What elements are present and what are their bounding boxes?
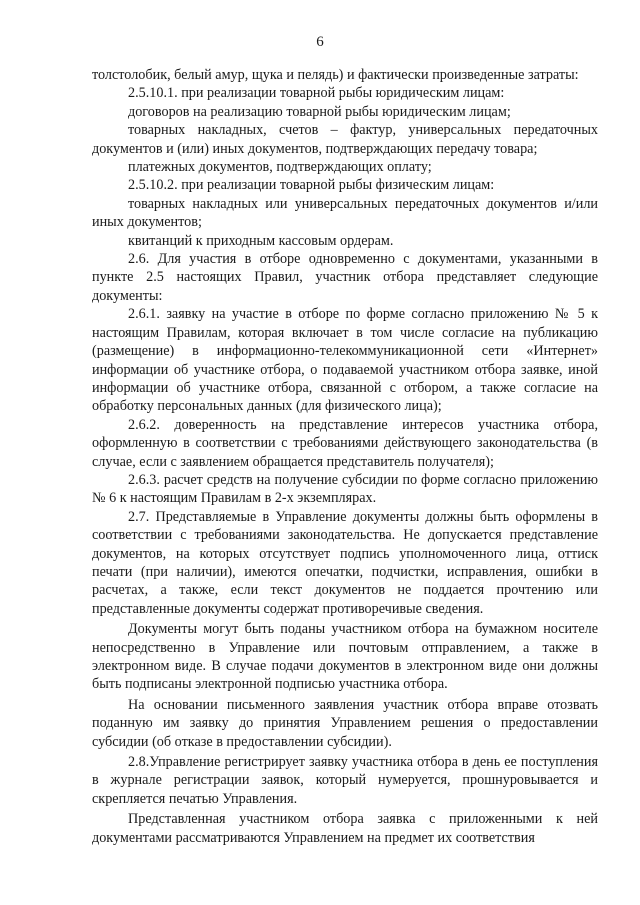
page-number: 6 — [316, 34, 324, 50]
document-body — [92, 66, 598, 847]
paragraph: Представленная участником отбора заявка с приложенными к ней документами рассматриваются Управлением на предмет их соответствия — [92, 811, 598, 846]
paragraph: 2.8.Управление регистрирует заявку участника отбора в день ее поступления в журнале регистрации заявок, который нумеруется, прошнуровывается и скрепляется печатью Управления. — [92, 754, 598, 807]
paragraph: квитанций к приходным кассовым ордерам. — [128, 232, 394, 249]
paragraph: 2.6. Для участия в отборе одновременно с документами, указанными в пункте 2.5 настоящих Правил, участник отбора представляет следующие документы: — [92, 251, 598, 304]
paragraph: 2.6.2. доверенность на представление интересов участника отбора, оформленную в соответствии с требованиями действующего законодательства (в случае, если с заявлением обращается представитель получателя); — [92, 416, 598, 470]
paragraph: товарных накладных или универсальных передаточных документов и/или иных документов; — [92, 195, 598, 231]
paragraph: 2.5.10.1. при реализации товарной рыбы юридическим лицам: — [128, 85, 505, 102]
paragraph: 2.6.3. расчет средств на получение субсидии по форме согласно приложению № 6 к настоящим Правилам в 2-х экземплярах. — [92, 471, 598, 507]
paragraph: платежных документов, подтверждающих оплату; — [128, 159, 432, 176]
paragraph: На основании письменного заявления участник отбора вправе отозвать поданную им заявку до принятия Управлением решения о предоставлении субсидии (об отказе в предоставлении субсидии). — [92, 696, 598, 750]
paragraph: договоров на реализацию товарной рыбы юридическим лицам; — [128, 103, 511, 120]
paragraph: Документы могут быть поданы участником отбора на бумажном носителе непосредственно в Управление или почтовым отправлением, а также в электронном виде. В случае подачи документов в электронном виде они должны быть подписаны электронной подписью участника отбора. — [92, 621, 598, 693]
paragraph: товарных накладных, счетов – фактур, универсальных передаточных документов и (или) иных документов, подтверждающих передачу товара; — [92, 122, 598, 157]
paragraph: 2.6.1. заявку на участие в отборе по форме согласно приложению № 5 к настоящим Правилам, которая включает в том числе согласие на публикацию (размещение) в информационно-телекоммуникационной сети «Интернет» информации об участнике отбора, о подаваемой участником отбора заявке, иной информации об участнике отбора, связанной с отбором, а также согласие на обработку персональных данных (для физического лица); — [92, 306, 598, 415]
paragraph: толстолобик, белый амур, щука и пелядь) и фактически произведенные затраты: — [92, 67, 579, 83]
paragraph: 2.7. Представляемые в Управление документы должны быть оформлены в соответствии с требованиями законодательства. Не допускается представление документов, на которых отсутствует подпись уполномоченного лица, оттиск печати (при наличии), имеются опечатки, подчистки, исправления, ошибки в расчетах, а также, если текст документов не поддается прочтению или представленные документы содержат противоречивые сведения. — [92, 508, 598, 617]
paragraph: 2.5.10.2. при реализации товарной рыбы физическим лицам: — [128, 177, 495, 194]
